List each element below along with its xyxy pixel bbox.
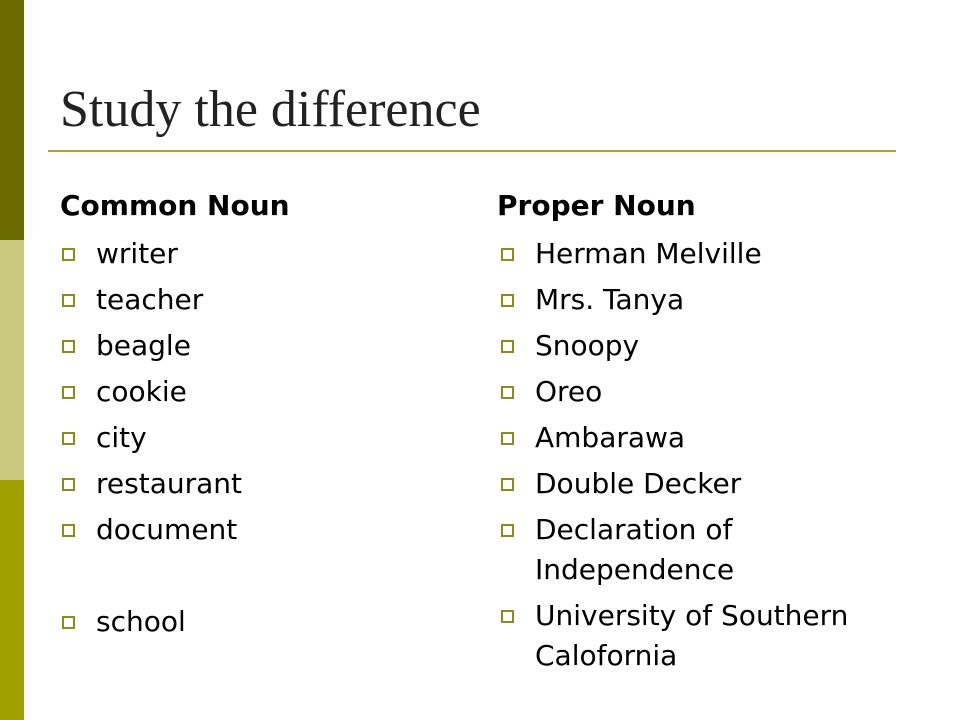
square-bullet-icon [62,616,75,629]
square-bullet-icon [501,386,514,399]
common-noun-item [62,510,442,550]
common-noun-text: restaurant [96,467,242,500]
common-noun-item [62,372,442,412]
slide-title: Study the difference [60,81,481,138]
proper-noun-text: Herman Melville [535,237,762,270]
common-noun-text: beagle [96,329,191,362]
proper-noun-text: Declaration of Independence [535,513,735,586]
common-noun-text: school [96,605,186,638]
proper-noun-text: Double Decker [535,467,742,500]
common-noun-item [62,602,442,642]
common-noun-text: writer [96,237,178,270]
proper-noun-item [501,280,921,320]
square-bullet-icon [501,610,514,623]
proper-noun-text: University of Southern Calofornia [535,599,849,672]
proper-noun-item [501,510,921,590]
proper-noun-text: Snoopy [535,329,640,362]
proper-noun-text: Mrs. Tanya [535,283,685,316]
square-bullet-icon [62,340,75,353]
common-noun-item [62,326,442,366]
proper-noun-text: Ambarawa [535,421,686,454]
common-noun-item [62,418,442,458]
proper-noun-item [501,418,921,458]
square-bullet-icon [62,294,75,307]
square-bullet-icon [62,524,75,537]
proper-noun-item [501,372,921,412]
common-noun-heading: Common Noun [60,189,290,222]
common-noun-text: teacher [96,283,204,316]
square-bullet-icon [501,432,514,445]
square-bullet-icon [501,524,514,537]
proper-noun-item [501,326,921,366]
common-noun-item [62,234,442,274]
square-bullet-icon [62,386,75,399]
square-bullet-icon [501,248,514,261]
proper-noun-text: Oreo [535,375,603,408]
proper-noun-heading: Proper Noun [497,189,696,222]
common-noun-text: cookie [96,375,187,408]
sidebar-band-middle [0,240,24,480]
common-noun-text: document [96,513,238,546]
square-bullet-icon [62,248,75,261]
sidebar-band-bottom [0,480,24,720]
square-bullet-icon [501,340,514,353]
square-bullet-icon [501,478,514,491]
proper-noun-item [501,464,921,504]
common-noun-item [62,280,442,320]
proper-noun-item [501,234,921,274]
common-noun-item [62,464,442,504]
title-underline [48,150,896,152]
square-bullet-icon [62,432,75,445]
square-bullet-icon [62,478,75,491]
square-bullet-icon [501,294,514,307]
sidebar-band-top [0,0,24,240]
proper-noun-item [501,596,921,676]
common-noun-text: city [96,421,147,454]
